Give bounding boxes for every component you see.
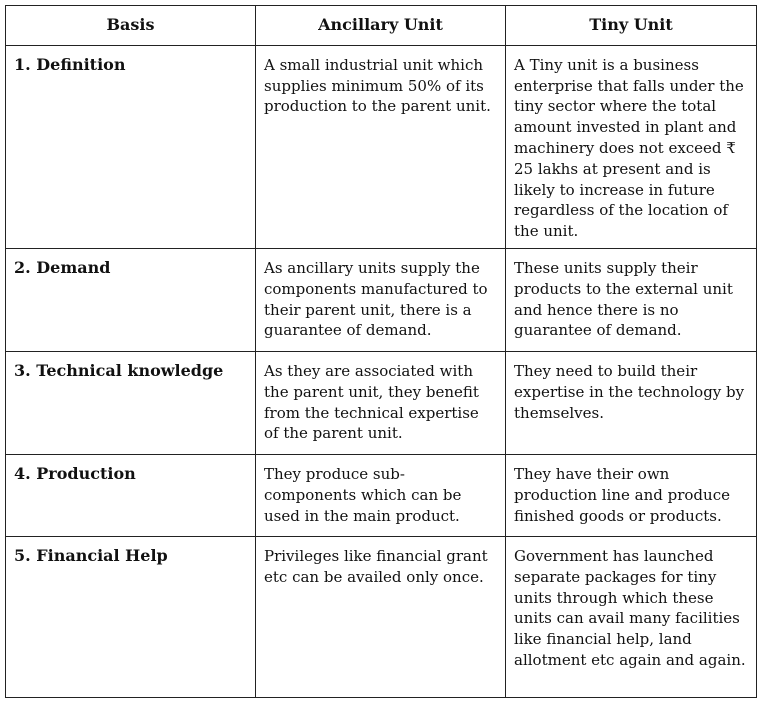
tiny-cell: These units supply their products to the external unit and hence there is no guarantee of demand.: [506, 248, 757, 351]
ancillary-cell: As they are associated with the parent unit, they benefit from the technical expertise of the parent unit.: [256, 351, 506, 454]
ancillary-cell: A small industrial unit which supplies minimum 50% of its production to the parent unit.: [256, 45, 506, 248]
header-tiny-unit: Tiny Unit: [506, 6, 757, 46]
basis-cell: 3. Technical knowledge: [6, 351, 256, 454]
basis-cell: 2. Demand: [6, 248, 256, 351]
table-row-demand: [6, 248, 757, 351]
tiny-cell: Government has launched separate packages for tiny units through which these units can avail many facilities like financial help, land allotment etc again and again.: [506, 536, 757, 697]
tiny-cell: A Tiny unit is a business enterprise that falls under the tiny sector where the total amount invested in plant and machinery does not exceed ₹ 25 lakhs at present and is likely to increase in future regardless of the location of the unit.: [506, 45, 757, 248]
table-row-financial-help: [6, 536, 757, 697]
basis-cell: 1. Definition: [6, 45, 256, 248]
ancillary-cell: Privileges like financial grant etc can be availed only once.: [256, 536, 506, 697]
header-row: [6, 6, 757, 46]
table-row-production: [6, 454, 757, 536]
table-row-definition: [6, 45, 757, 248]
basis-cell: 5. Financial Help: [6, 536, 256, 697]
basis-cell: 4. Production: [6, 454, 256, 536]
tiny-cell: They need to build their expertise in the technology by themselves.: [506, 351, 757, 454]
tiny-cell: They have their own production line and produce finished goods or products.: [506, 454, 757, 536]
ancillary-cell: As ancillary units supply the components manufactured to their parent unit, there is a guarantee of demand.: [256, 248, 506, 351]
ancillary-cell: They produce sub-components which can be used in the main product.: [256, 454, 506, 536]
header-ancillary-unit: Ancillary Unit: [256, 6, 506, 46]
table-row-technical-knowledge: [6, 351, 757, 454]
comparison-table: [5, 5, 757, 698]
header-basis: Basis: [6, 6, 256, 46]
